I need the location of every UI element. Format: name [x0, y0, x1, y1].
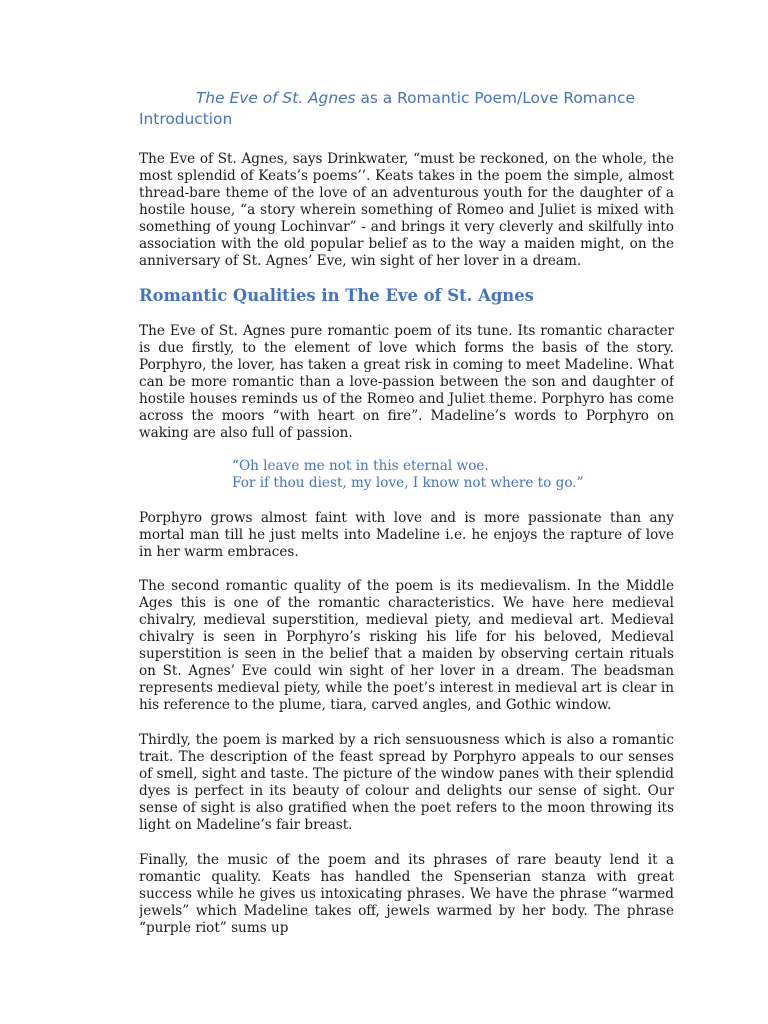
intro-paragraph: The Eve of St. Agnes, says Drinkwater, “must be reckoned, on the whole, the most splendid of Keats’s poems’’. Keats takes in the poem the simple, almost thread-bare theme of the love of an adventurous youth for the daughter of a hostile house, “a story wherein something of Romeo and Juliet is mixed with something of young Lochinvar” - and brings it very cleverly and skilfully into association with the old popular belief as to the way a maiden might, on the anniversary of St. Agnes’ Eve, win sight of her lover in a dream. — [139, 151, 674, 269]
quote-line-2: For if thou diest, my love, I know not where to go.” — [232, 475, 584, 491]
introduction-heading: Introduction — [139, 110, 233, 128]
document-title — [196, 89, 635, 108]
quote-line-1: “Oh leave me not in this eternal woe. — [232, 458, 489, 474]
paragraph-sensuousness: Thirdly, the poem is marked by a rich sensuousness which is also a romantic trait. The description of the feast spread by Porphyro appeals to our senses of smell, sight and taste. The picture of the window panes with their splendid dyes is perfect in its beauty of colour and delights our sense of sight. Our sense of sight is also gratified when the poet refers to the moon throwing its light on Madeline’s fair breast. — [139, 732, 674, 833]
document-title-italic: The Eve of St. Agnes — [196, 89, 356, 107]
paragraph-medievalism: The second romantic quality of the poem is its medievalism. In the Middle Ages this is one of the romantic characteristics. We have here medieval chivalry, medieval superstition, medieval piety, and medieval art. Medieval chivalry is seen in Porphyro’s risking his life for his beloved, Medieval superstition is seen in the belief that a maiden by observing certain rituals on St. Agnes’ Eve could win sight of her lover in a dream. The beadsman represents medieval piety, while the poet’s interest in medieval art is clear in his reference to the plume, tiara, carved angles, and Gothic window. — [139, 578, 674, 713]
document-title-rest: as a Romantic Poem/Love Romance — [355, 89, 635, 107]
poem-quote — [232, 458, 584, 492]
section-heading: Romantic Qualities in The Eve of St. Agnes — [139, 286, 534, 305]
document-page — [139, 0, 674, 1024]
paragraph-faint: Porphyro grows almost faint with love and is more passionate than any mortal man till he just melts into Madeline i.e. he enjoys the rapture of love in her warm embraces. — [139, 510, 674, 560]
paragraph-music: Finally, the music of the poem and its phrases of rare beauty lend it a romantic quality. Keats has handled the Spenserian stanza with great success while he gives us intoxicating phrases. We have the phrase “warmed jewels” which Madeline takes off, jewels warmed by her body. The phrase “purple riot” sums up — [139, 852, 674, 936]
paragraph-love: The Eve of St. Agnes pure romantic poem of its tune. Its romantic character is due firstly, to the element of love which forms the basis of the story. Porphyro, the lover, has taken a great risk in coming to meet Madeline. What can be more romantic than a love-passion between the son and daughter of hostile houses reminds us of the Romeo and Juliet theme. Porphyro has come across the moors “with heart on fire”. Madeline’s words to Porphyro on waking are also full of passion. — [139, 323, 674, 441]
